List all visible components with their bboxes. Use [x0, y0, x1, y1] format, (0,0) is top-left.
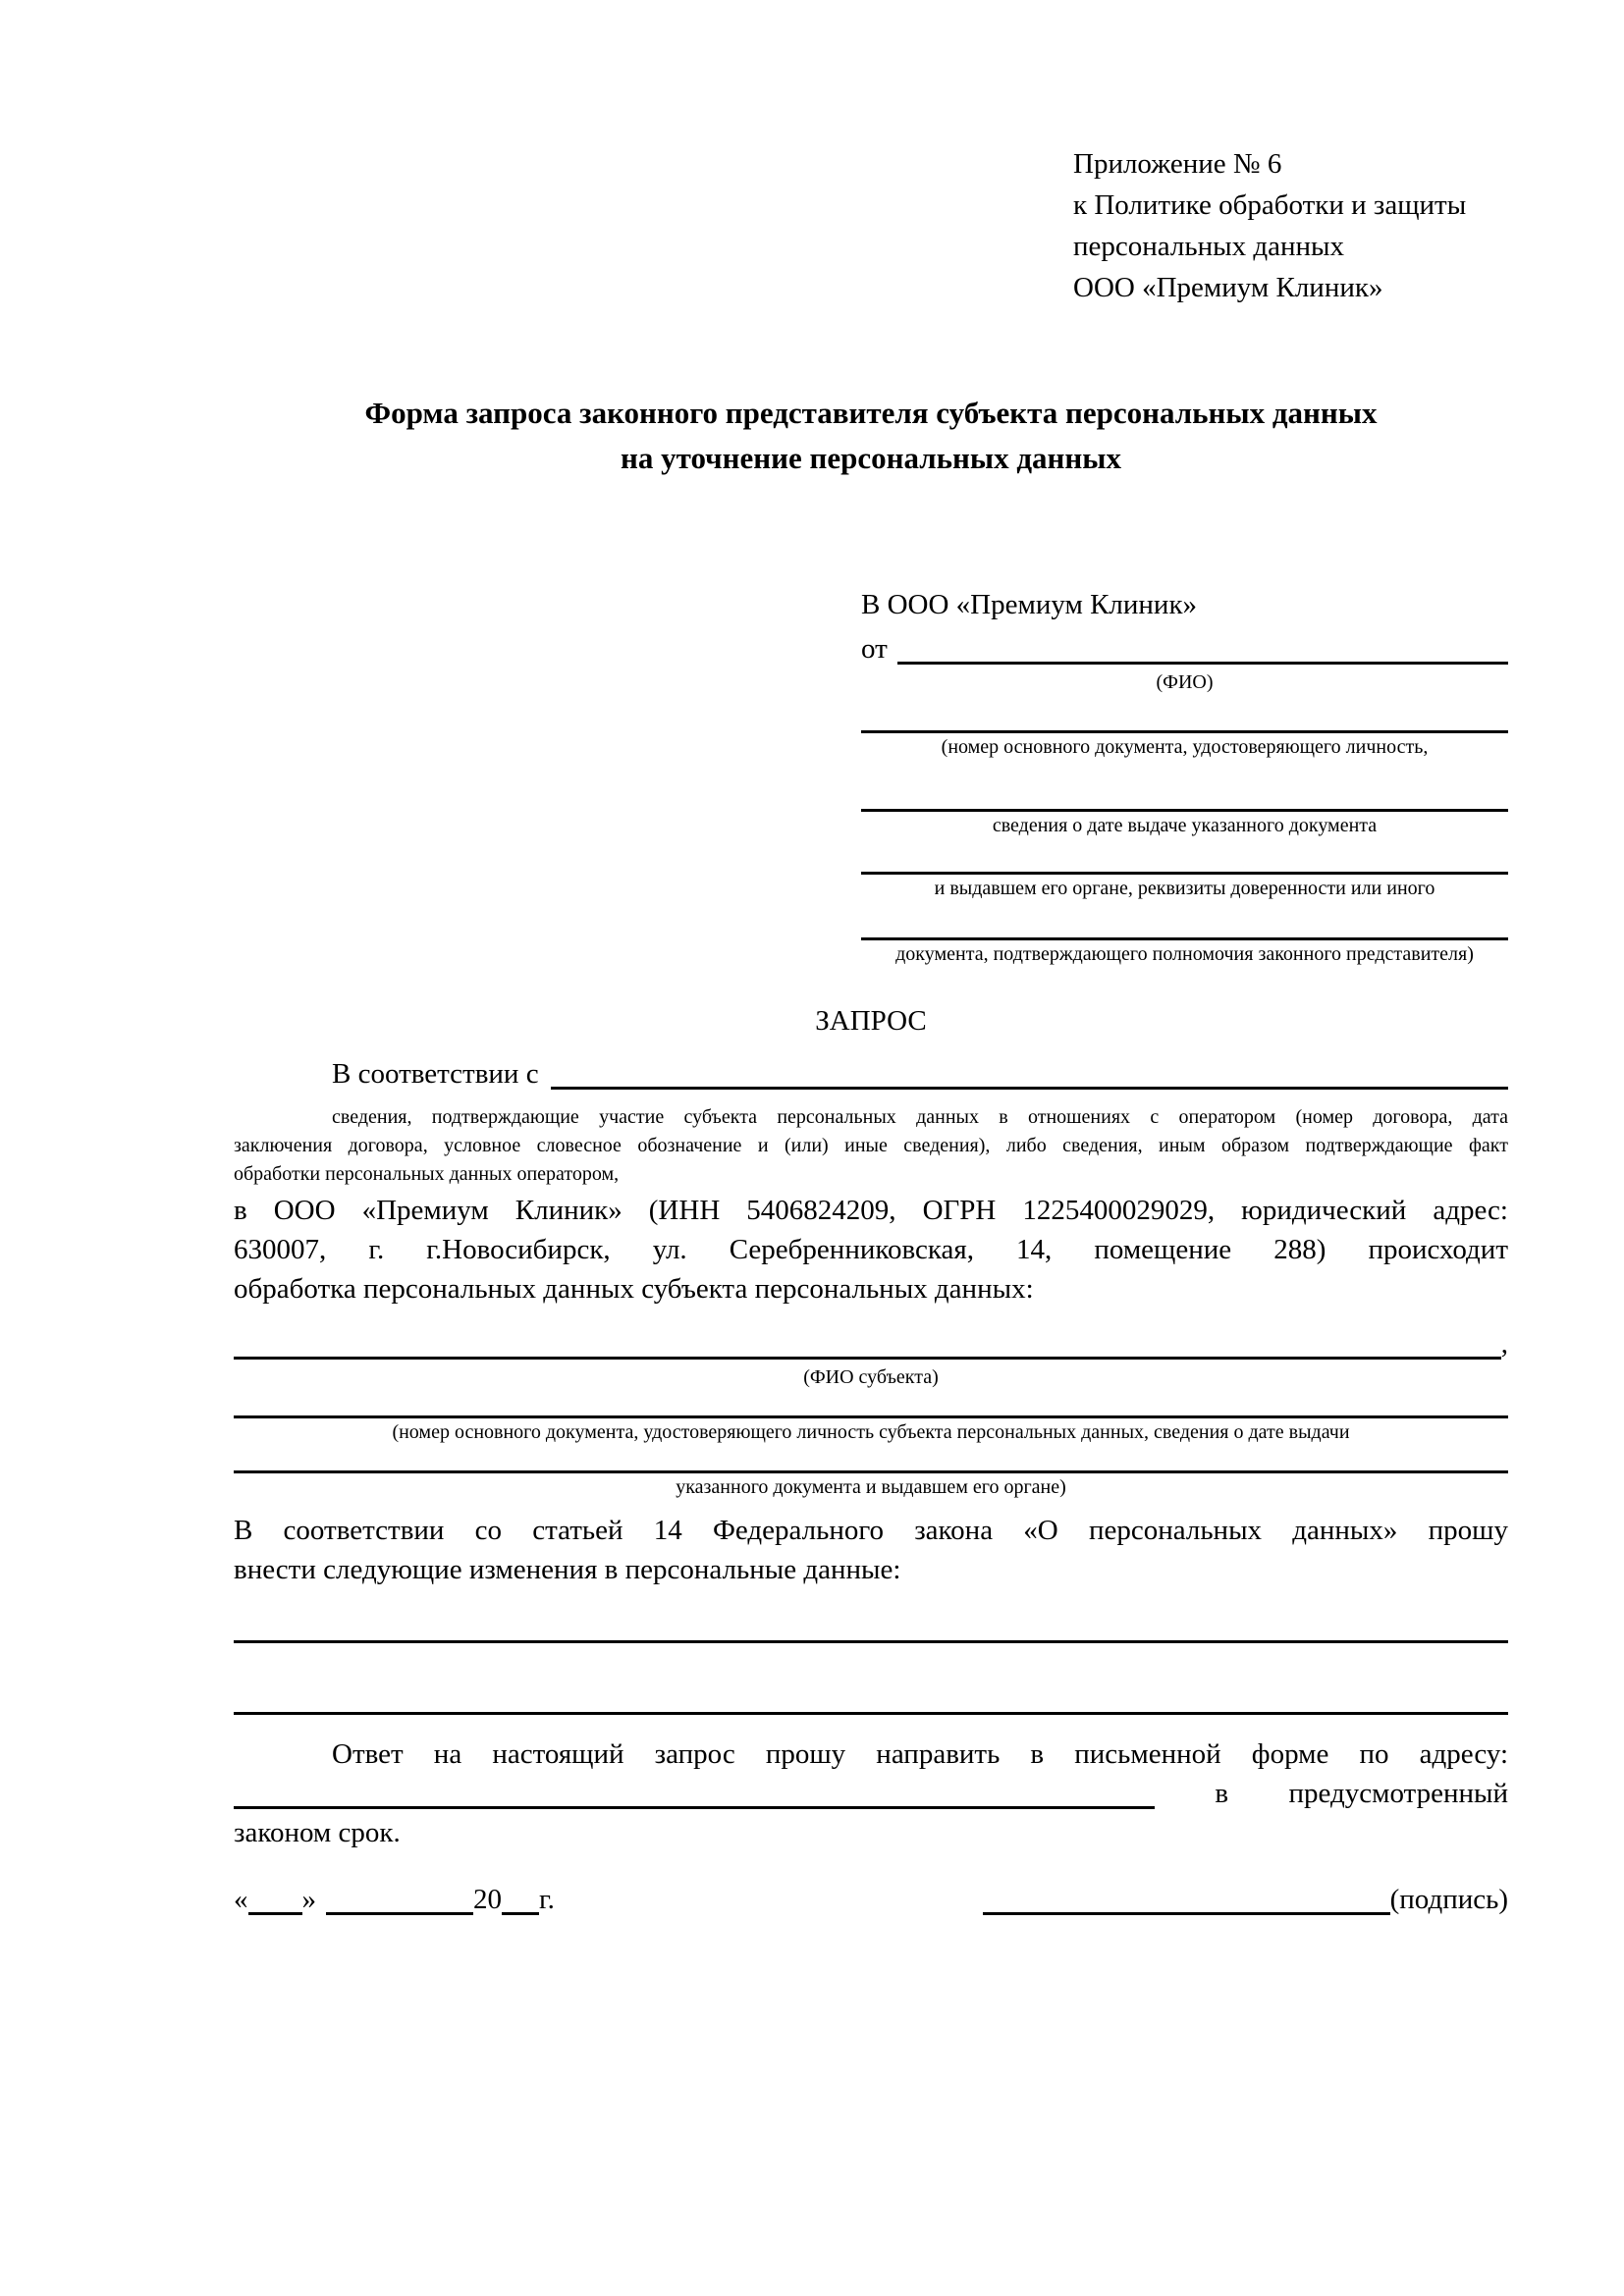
operator-line-3: обработка персональных данных субъекта персональных данных: [234, 1273, 1034, 1305]
date-quote-close: » [301, 1884, 316, 1915]
date-day-blank [248, 1884, 302, 1915]
changes-blank-line-2 [234, 1712, 1508, 1715]
from-label: от [861, 633, 888, 665]
date-year-prefix: 20 [473, 1884, 502, 1915]
answer-word-v: в [1215, 1778, 1229, 1809]
addressee-caption-3: и выдавшем его органе, реквизиты доверенности или иного [934, 878, 1435, 899]
fio-caption: (ФИО) [1156, 671, 1214, 693]
request-heading: ЗАПРОС [815, 1005, 927, 1037]
accordance-label: В соответствии с [332, 1058, 539, 1090]
addressee-caption-2: сведения о дате выдаче указанного документа [992, 815, 1378, 836]
subject-comma: , [1500, 1328, 1508, 1360]
subject-fio-blank-line [234, 1324, 1501, 1360]
answer-line-1: Ответ на настоящий запрос прошу направить в письменной форме по адресу: [332, 1738, 1508, 1770]
changes-blank-line-1 [234, 1640, 1508, 1643]
signature-blank-line [983, 1884, 1390, 1915]
operator-line-2: 630007, г. г.Новосибирск, ул. Серебренниковская, 14, помещение 288) происходит [234, 1234, 1508, 1265]
accordance-row [234, 1054, 1508, 1094]
date-signature-row [234, 1880, 1508, 1919]
appendix-line-1: Приложение № 6 [1073, 148, 1282, 180]
basis-caption-line-1: сведения, подтверждающие участие субъекта персональных данных в отношениях с оператором (номер договора, дата [332, 1106, 1508, 1128]
subject-fio-caption: (ФИО субъекта) [803, 1366, 939, 1388]
appendix-note [1073, 143, 1466, 308]
date-year-suffix: г. [539, 1884, 555, 1915]
request-body [234, 1001, 1508, 1919]
addressee-caption-1: (номер основного документа, удостоверяющего личность, [941, 736, 1429, 758]
answer-line-3: законом срок. [234, 1817, 401, 1848]
date-field [234, 1880, 555, 1919]
accordance-blank-line [551, 1054, 1508, 1090]
basis-caption-line-3: обработки персональных данных оператором, [234, 1163, 620, 1185]
document-title [234, 391, 1508, 481]
answer-line-2 [234, 1774, 1508, 1813]
signature-caption: (подпись) [1389, 1884, 1508, 1915]
date-year-blank [502, 1884, 539, 1915]
title-line-1: Форма запроса законного представителя субъекта персональных данных [364, 396, 1378, 430]
from-row [861, 629, 1508, 668]
appendix-line-3: персональных данных [1073, 231, 1345, 262]
operator-paragraph [234, 1191, 1508, 1308]
addressee-to: В ООО «Премиум Клиник» [861, 589, 1198, 620]
signature-field [983, 1880, 1508, 1919]
date-month-blank [326, 1884, 473, 1915]
appendix-line-2: к Политике обработки и защиты [1073, 189, 1467, 221]
addressee-block [861, 585, 1508, 968]
address-blank-line [234, 1806, 1155, 1809]
subject-fio-row [234, 1324, 1508, 1363]
operator-line-1: в ООО «Премиум Клиник» (ИНН 5406824209, ОГРН 1225400029029, юридический адрес: [234, 1195, 1508, 1226]
date-quote-open: « [234, 1884, 248, 1915]
from-blank-line [897, 629, 1508, 665]
law-paragraph [234, 1511, 1508, 1589]
basis-caption-line-2: заключения договора, условное словесное обозначение и (или) иные сведения), либо сведения, иным образом подтверждающие факт [234, 1135, 1508, 1156]
law-line-1: В соответствии со статьей 14 Федерального закона «О персональных данных» прошу [234, 1515, 1508, 1546]
appendix-line-4: ООО «Премиум Клиник» [1073, 272, 1383, 303]
subject-doc-caption-1: (номер основного документа, удостоверяющего личность субъекта персональных данных, сведения о дате выдачи [392, 1421, 1350, 1443]
title-line-2: на уточнение персональных данных [621, 441, 1121, 475]
answer-word-term: предусмотренный [1288, 1778, 1508, 1809]
basis-caption-paragraph [234, 1103, 1508, 1189]
law-line-2: внести следующие изменения в персональные данные: [234, 1554, 901, 1585]
addressee-caption-4: документа, подтверждающего полномочия законного представителя) [895, 943, 1474, 965]
subject-doc-caption-2: указанного документа и выдавшем его органе) [676, 1476, 1066, 1498]
